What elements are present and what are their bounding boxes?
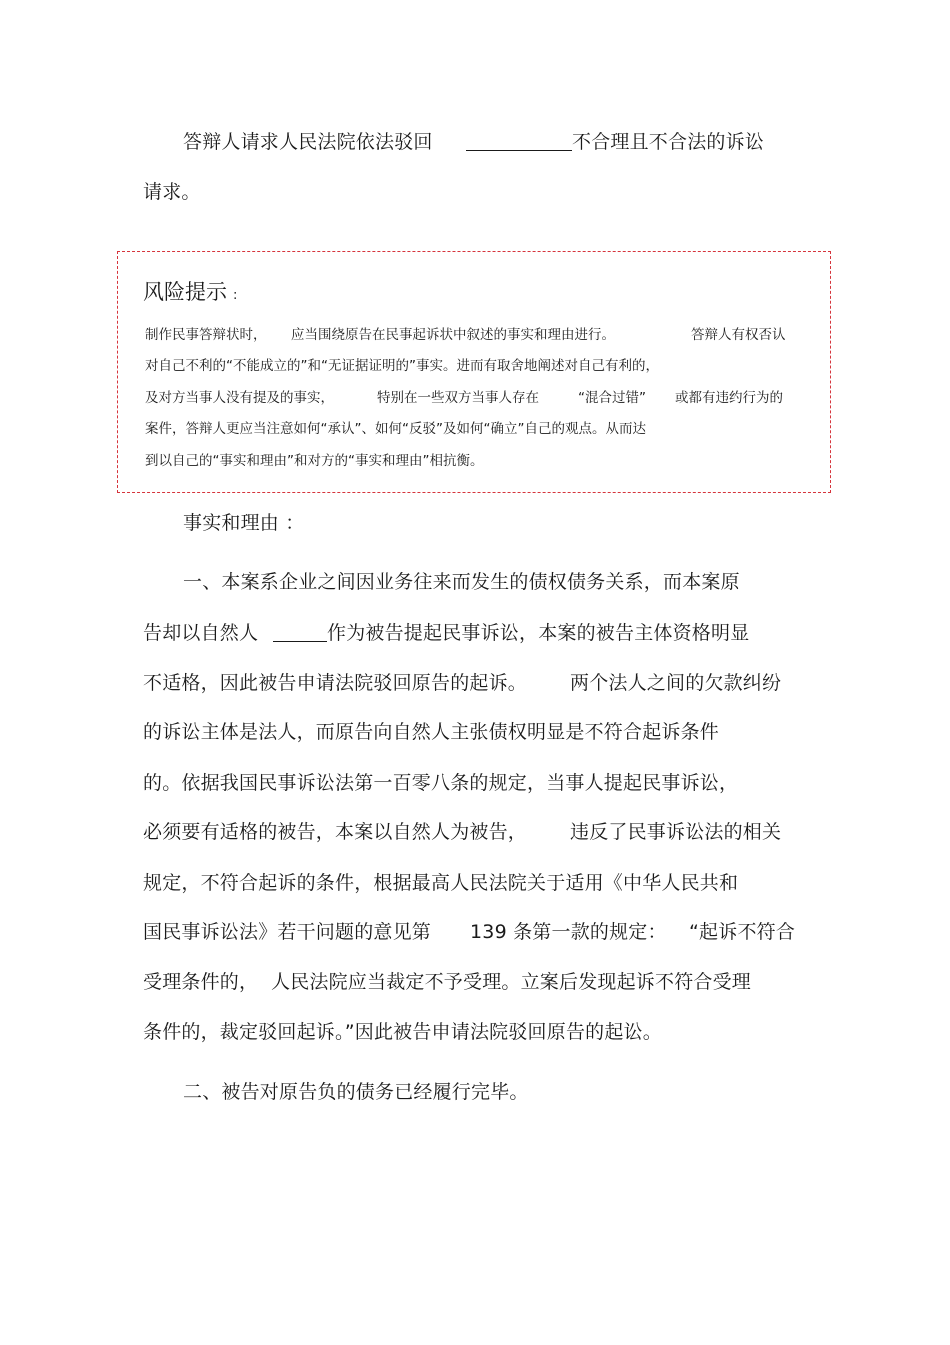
- facts-p1-line-4: 的诉讼主体是法人，而原告向自然人主张债权明显是不符合起诉条件: [143, 721, 720, 743]
- facts-p1-line-2-b: 作为被告提起民事诉讼，本案的被告主体资格明显: [327, 622, 750, 644]
- blank-fill-line: [466, 150, 572, 151]
- intro-line-1: [0, 131, 950, 153]
- risk-line-1-c: 答辩人有权否认: [691, 327, 786, 343]
- facts-p1-line-3: [0, 672, 950, 694]
- facts-p1-line-9-b: 人民法院应当裁定不予受理。立案后发现起诉不符合受理: [271, 971, 752, 993]
- facts-p1-line-1: 一、本案系企业之间因业务往来而发生的债权债务关系，而本案原: [183, 571, 740, 593]
- facts-p1-line-9: [0, 971, 950, 993]
- facts-p1-line-5: 的。依据我国民事诉讼法第一百零八条的规定，当事人提起民事诉讼，: [143, 772, 739, 794]
- risk-line-3-b: 特别在一些双方当事人存在: [377, 390, 539, 406]
- facts-p2-line-1: 二、被告对原告负的债务已经履行完毕。: [183, 1081, 529, 1103]
- facts-p1-line-10: 条件的，裁定驳回起诉。”因此被告申请法院驳回原告的起讼。: [143, 1021, 662, 1043]
- risk-line-4: 案件，答辩人更应当注意如何“承认”、如何“反驳”及如何“确立”自己的观点。从而达: [145, 421, 646, 437]
- facts-heading: 事实和理由 ：: [183, 512, 305, 534]
- facts-p1-line-9-a: 受理条件的，: [143, 971, 259, 993]
- facts-p1-line-3-a: 不适格，因此被告申请法院驳回原告的起诉。: [143, 672, 528, 694]
- facts-p1-line-6: [0, 821, 950, 843]
- facts-p1-line-7: 规定，不符合起诉的条件，根据最高人民法院关于适用《中华人民共和: [143, 872, 739, 894]
- intro-line-2: 请求。: [143, 181, 201, 203]
- intro-text-b: 不合理且不合法的诉讼: [572, 131, 765, 153]
- risk-line-3-c: “混合过错”: [578, 390, 646, 406]
- facts-p1-line-8: [0, 921, 950, 943]
- facts-p1-line-8-a: 国民事诉讼法》若干问题的意见第: [143, 921, 432, 943]
- risk-line-3-d: 或都有违约行为的: [675, 390, 783, 406]
- risk-line-3-a: 及对方当事人没有提及的事实，: [145, 390, 334, 406]
- risk-title-colon: :: [233, 288, 238, 303]
- facts-p1-line-8-b: 139 条第一款的规定：: [470, 921, 667, 943]
- blank-fill-line: [273, 641, 327, 642]
- risk-line-3: [0, 390, 950, 406]
- intro-text-a: 答辩人请求人民法院依法驳回: [183, 131, 433, 153]
- facts-p1-line-6-b: 违反了民事诉讼法的相关: [570, 821, 782, 843]
- risk-notice-title: [143, 280, 237, 308]
- risk-line-1: [0, 327, 950, 343]
- risk-title-text: 风险提示: [143, 280, 227, 304]
- facts-p1-line-6-a: 必须要有适格的被告，本案以自然人为被告，: [143, 821, 528, 843]
- risk-line-1-a: 制作民事答辩状时，: [145, 327, 267, 343]
- facts-p1-line-2: [0, 622, 950, 644]
- facts-p1-line-2-a: 告却以自然人: [143, 622, 259, 644]
- facts-p1-line-8-c: “起诉不符合: [689, 921, 796, 943]
- risk-line-1-b: 应当围绕原告在民事起诉状中叙述的事实和理由进行。: [291, 327, 615, 343]
- facts-p1-line-3-b: 两个法人之间的欠款纠纷: [570, 672, 782, 694]
- risk-line-5: 到以自己的“事实和理由”和对方的“事实和理由”相抗衡。: [145, 453, 484, 469]
- risk-line-2: 对自己不利的“不能成立的”和“无证据证明的”事实。进而有取舍地阐述对自己有利的，: [145, 358, 659, 374]
